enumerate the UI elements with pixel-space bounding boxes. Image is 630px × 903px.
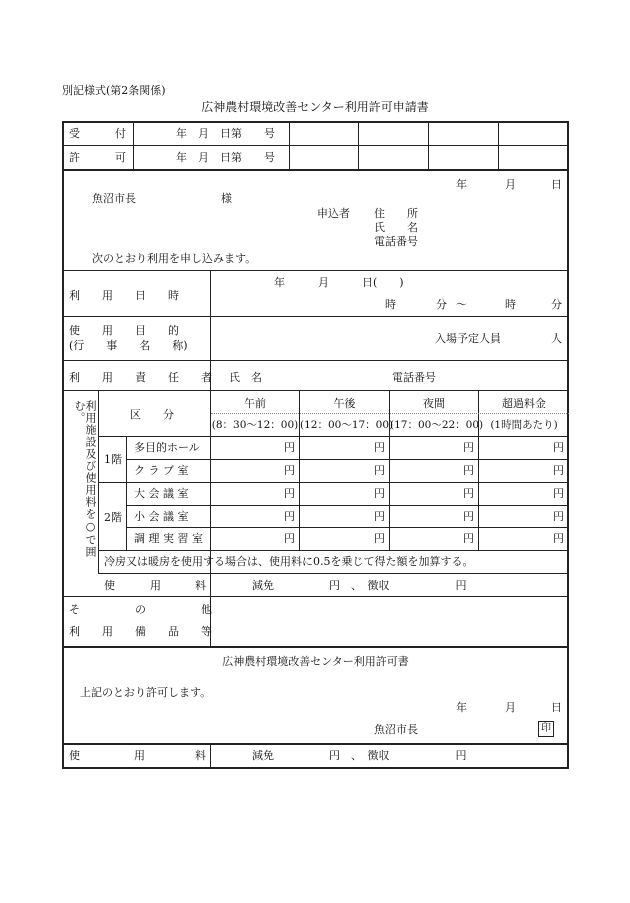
application-day: 日 bbox=[551, 178, 562, 191]
permit-fee-breakdown[interactable]: 減免 円 、 徴収 円 bbox=[252, 749, 467, 762]
fee-cell[interactable]: 円 bbox=[463, 532, 474, 545]
addressee: 魚沼市長 bbox=[92, 192, 136, 205]
event-name-label: (行 事 名 称) bbox=[69, 339, 188, 352]
request-text: 次のとおり利用を申し込みます。 bbox=[92, 252, 257, 265]
form-label: 別記様式(第2条関係) bbox=[62, 84, 166, 97]
address-label: 住 所 bbox=[374, 207, 418, 220]
fee-cell[interactable]: 円 bbox=[374, 487, 385, 500]
phone-label: 電話番号 bbox=[374, 235, 418, 248]
responsible-phone-label: 電話番号 bbox=[392, 371, 436, 384]
receipt-date-field[interactable]: 年 月 日第 号 bbox=[176, 127, 275, 140]
fee-cell[interactable]: 円 bbox=[284, 464, 295, 477]
fee-cell[interactable]: 円 bbox=[553, 487, 564, 500]
fee-cell[interactable]: 円 bbox=[463, 510, 474, 523]
fee-cell[interactable]: 円 bbox=[284, 510, 295, 523]
responsible-name-label: 氏 名 bbox=[229, 371, 262, 384]
usage-datetime-label: 利 用 日 時 bbox=[69, 289, 179, 302]
permit-text: 上記のとおり許可します。 bbox=[80, 686, 212, 699]
purpose-label: 使 用 目 的 bbox=[69, 324, 179, 337]
attendance-label: 入場予定人員 bbox=[435, 332, 501, 345]
fee-cell[interactable]: 円 bbox=[284, 532, 295, 545]
fee-cell[interactable]: 円 bbox=[553, 441, 564, 454]
fee-cell[interactable]: 円 bbox=[553, 510, 564, 523]
fee-cell[interactable]: 円 bbox=[463, 441, 474, 454]
fee-cell[interactable]: 円 bbox=[463, 487, 474, 500]
fee-breakdown[interactable]: 減免 円 、 徴収 円 bbox=[252, 579, 467, 592]
seal-stamp: 印 bbox=[538, 721, 554, 737]
division-label: 区 分 bbox=[130, 408, 174, 421]
fee-cell[interactable]: 円 bbox=[553, 532, 564, 545]
fee-cell[interactable]: 円 bbox=[374, 532, 385, 545]
floor-2-label: 2階 bbox=[104, 511, 122, 524]
fee-cell[interactable]: 円 bbox=[284, 487, 295, 500]
application-month: 月 bbox=[505, 178, 516, 191]
permit-mayor: 魚沼市長 bbox=[374, 723, 418, 736]
page-title: 広神農村環境改善センター利用許可申請書 bbox=[201, 100, 429, 114]
fee-cell[interactable]: 円 bbox=[374, 510, 385, 523]
heating-note: 冷房又は暖房を使用する場合は、使用料に0.5を乗じて得た額を加算する。 bbox=[104, 555, 474, 568]
fee-cell[interactable]: 円 bbox=[374, 464, 385, 477]
responsible-label: 利 用 責 任 者 bbox=[69, 371, 212, 384]
application-year: 年 bbox=[456, 178, 467, 191]
honorific: 様 bbox=[221, 192, 232, 205]
fee-cell[interactable]: 円 bbox=[284, 441, 295, 454]
usage-date-field[interactable]: 年 月 日( ) bbox=[274, 276, 404, 289]
fee-cell[interactable]: 円 bbox=[374, 441, 385, 454]
facility-side-label: 利用施設及び使用料を○で囲む。 bbox=[73, 400, 97, 558]
fee-cell[interactable]: 円 bbox=[463, 464, 474, 477]
name-label: 氏 名 bbox=[374, 221, 418, 234]
fee-cell[interactable]: 円 bbox=[553, 464, 564, 477]
equipment-label: 利 用 備 品 等 bbox=[69, 625, 212, 638]
permit-title: 広神農村環境改善センター利用許可書 bbox=[222, 655, 409, 668]
permit-date-field[interactable]: 年 月 日第 号 bbox=[176, 151, 275, 164]
applicant-label: 申込者 bbox=[317, 207, 350, 220]
floor-1-label: 1階 bbox=[104, 453, 122, 466]
other-label: そ の 他 bbox=[69, 603, 212, 616]
